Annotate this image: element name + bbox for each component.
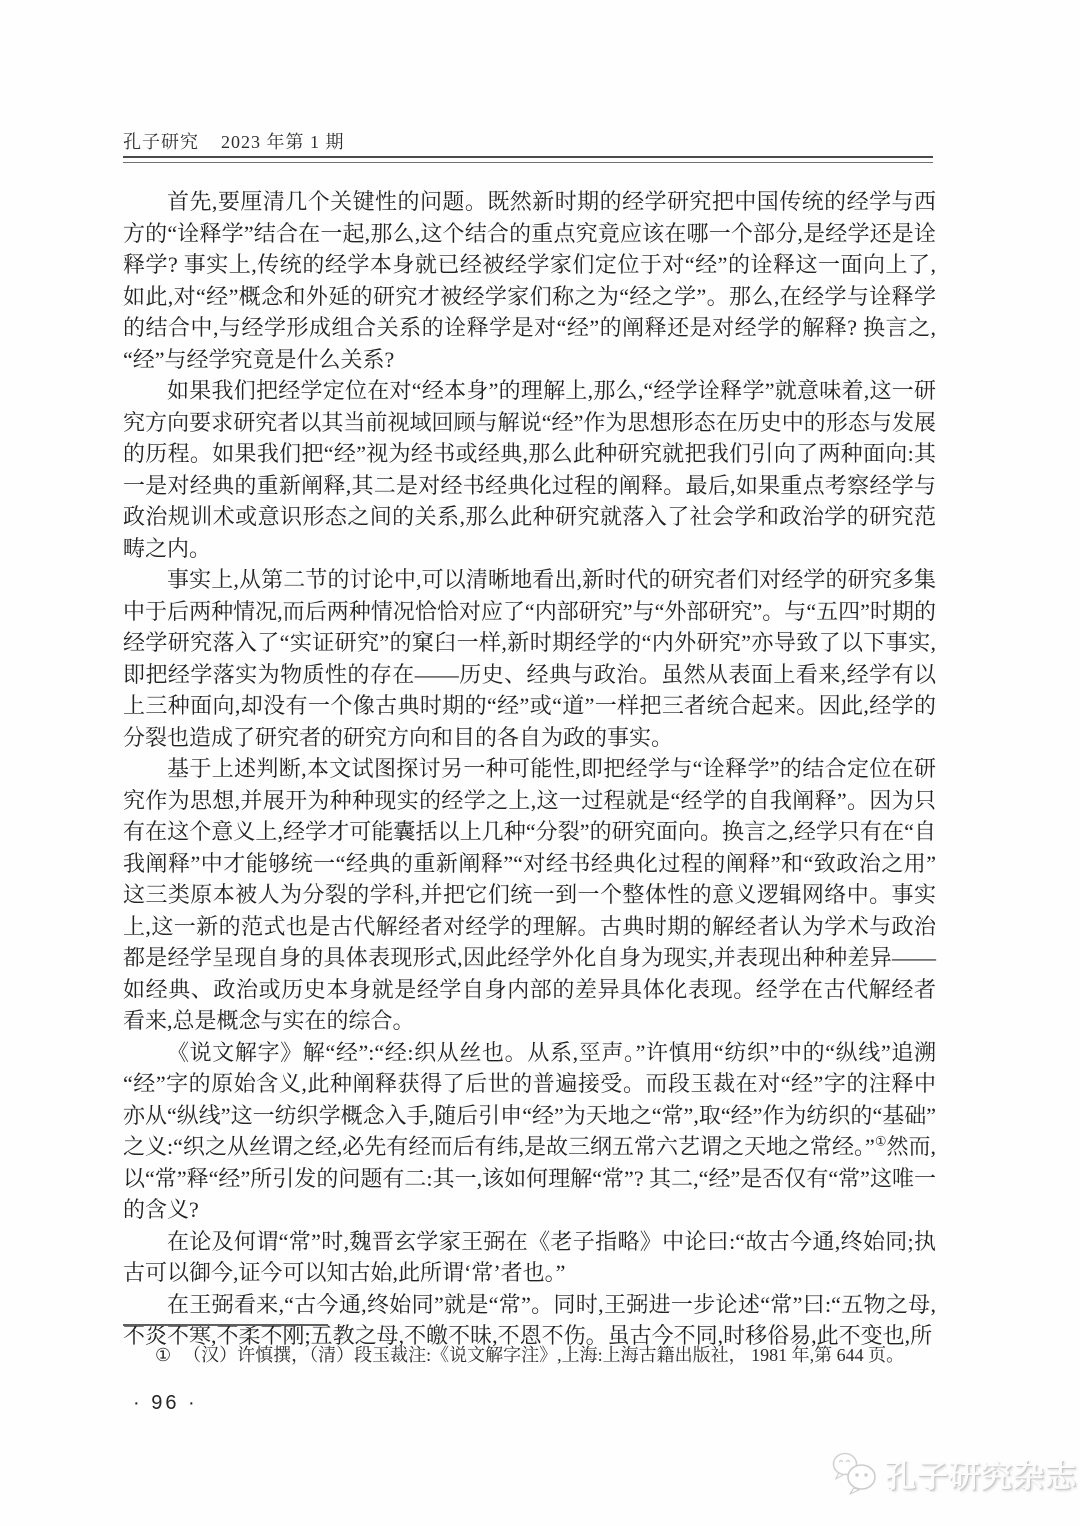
footnote-text: （汉）许慎撰，（清）段玉裁注:《说文解字注》,上海:上海古籍出版社， 1981 年,第 644 页。 [183, 1345, 905, 1365]
body-paragraph: 在论及何谓“常”时,魏晋玄学家王弼在《老子指略》中论曰:“故古今通,终始同;执古可以御今,证今可以知古始,此所谓‘常’者也。” [123, 1228, 936, 1285]
footnote-marker: ① [155, 1345, 172, 1365]
body-paragraph [123, 1037, 936, 1226]
watermark-text: 孔子研究杂志 [885, 1458, 1077, 1494]
paragraph-text: 然而,以“常”释“经”所引发的问题有二:其一,该如何理解“常”? 其二,“经”是否仅有“常”这唯一的含义? [123, 1134, 936, 1222]
paragraph-text: 《说文解字》解“经”:“经:织从丝也。从系,巠声。”许慎用“纺织”中的“纵线”追溯“经”字的原始含义,此种阐释获得了后世的普遍接受。而段玉裁在对“经”字的注释中亦从“纵线”这一纺织学概念入手,随后引申“经”为天地之“常”,取“经”作为纺织的“基础”之义:“织之从丝谓之经,必先有经而后有纬,是故三纲五常六艺谓之天地之常经。” [123, 1039, 936, 1159]
body-paragraph: 在王弼看来,“古今通,终始同”就是“常”。同时,王弼进一步论述“常”曰:“五物之母,不炎不寒,不柔不刚;五教之母,不皦不昧,不恩不伤。虽古今不同,时移俗易,此不变也,所 [123, 1291, 936, 1348]
footnote [123, 1341, 953, 1369]
body-paragraph: 如果我们把经学定位在对“经本身”的理解上,那么,“经学诠释学”就意味着,这一研究方向要求研究者以其当前视域回顾与解说“经”作为思想形态在历史中的形态与发展的历程。如果我们把“经”视为经书或经典,那么此种研究就把我们引向了两种面向:其一是对经典的重新阐释,其二是对经书经典化过程的阐释。最后,如果重点考察经学与政治规训术或意识形态之间的关系,那么此种研究就落入了社会学和政治学的研究范畴之内。 [123, 378, 936, 561]
body-paragraph: 首先,要厘清几个关键性的问题。既然新时期的经学研究把中国传统的经学与西方的“诠释学”结合在一起,那么,这个结合的重点究竟应该在哪一个部分,是经学还是诠释学? 事实上,传统的经学本身就已经被经学家们定位于对“经”的诠释这一面向上了,如此,对“经”概念和外延的研究才被经学家们称之为“经之学”。那么,在经学与诠释学的结合中,与经学形成组合关系的诠释学是对“经”的阐释还是对经学的解释? 换言之,“经”与经学究竟是什么关系? [123, 189, 936, 372]
watermark [830, 1450, 1077, 1496]
footnote-ref: ① [874, 1133, 887, 1149]
page-number: · 96 · [133, 1392, 198, 1414]
footnote-rule [123, 1324, 328, 1326]
issue-label: 2023 年第 1 期 [221, 132, 345, 152]
wechat-icon [830, 1450, 880, 1496]
page-header [123, 128, 345, 154]
journal-title: 孔子研究 [123, 132, 199, 152]
article-body [123, 186, 936, 1352]
header-rule [123, 156, 933, 163]
body-paragraph: 事实上,从第二节的讨论中,可以清晰地看出,新时代的研究者们对经学的研究多集中于后两种情况,而后两种情况恰恰对应了“内部研究”与“外部研究”。与“五四”时期的经学研究落入了“实证研究”的窠臼一样,新时期经学的“内外研究”亦导致了以下事实,即把经学落实为物质性的存在——历史、经典与政治。虽然从表面上看来,经学有以上三种面向,却没有一个像古典时期的“经”或“道”一样把三者统合起来。因此,经学的分裂也造成了研究者的研究方向和目的各自为政的事实。 [123, 567, 936, 750]
body-paragraph: 基于上述判断,本文试图探讨另一种可能性,即把经学与“诠释学”的结合定位在研究作为思想,并展开为种种现实的经学之上,这一过程就是“经学的自我阐释”。因为只有在这个意义上,经学才可能囊括以上几种“分裂”的研究面向。换言之,经学只有在“自我阐释”中才能够统一“经典的重新阐释”“对经书经典化过程的阐释”和“致政治之用”这三类原本被人为分裂的学科,并把它们统一到一个整体性的意义逻辑网络中。事实上,这一新的范式也是古代解经者对经学的理解。古典时期的解经者认为学术与政治都是经学呈现自身的具体表现形式,因此经学外化自身为现实,并表现出种种差异——如经典、政治或历史本身就是经学自身内部的差异具体化表现。经学在古代解经者看来,总是概念与实在的综合。 [123, 756, 936, 1033]
